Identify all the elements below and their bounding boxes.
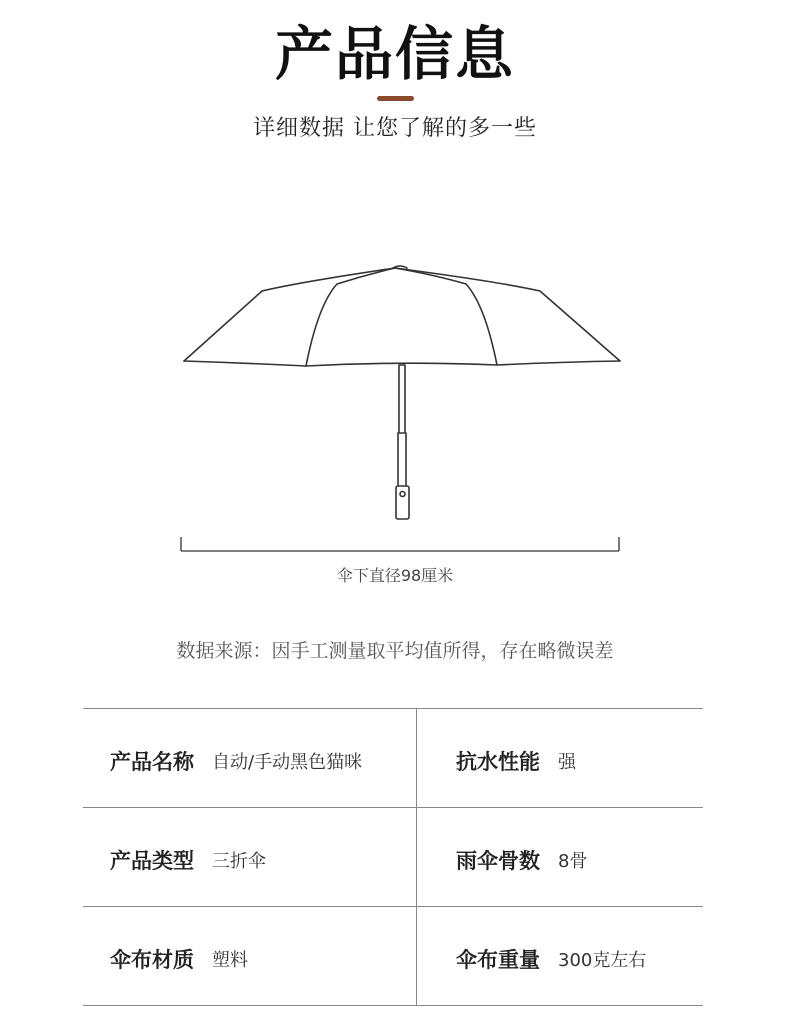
spec-value: 8骨 [558, 850, 588, 872]
spec-value: 300克左右 [558, 949, 647, 971]
spec-table [83, 708, 703, 1006]
page-title: 产品信息 [274, 20, 515, 88]
spec-value: 塑料 [212, 949, 248, 971]
spec-label: 伞布重量 [456, 947, 540, 972]
table-divider [83, 708, 703, 709]
spec-cell-water-resistance [456, 711, 576, 810]
spec-cell-product-type [110, 810, 266, 909]
spec-cell-product-name [110, 711, 362, 810]
dimension-label: 伞下直径98厘米 [336, 566, 454, 585]
spec-label: 雨伞骨数 [456, 848, 540, 873]
dimension-line [181, 537, 619, 551]
spec-cell-rib-count [456, 810, 587, 909]
spec-cell-fabric-material [110, 909, 248, 1008]
spec-value: 三折伞 [212, 850, 266, 872]
page-subtitle: 详细数据 让您了解的多一些 [253, 116, 537, 141]
spec-label: 产品名称 [110, 749, 194, 774]
spec-value: 自动/手动黑色猫咪 [212, 751, 363, 773]
spec-label: 产品类型 [110, 848, 194, 873]
spec-label: 伞布材质 [110, 947, 194, 972]
spec-value: 强 [558, 751, 576, 773]
table-column-divider [416, 708, 417, 1006]
spec-label: 抗水性能 [456, 749, 540, 774]
data-source-note: 数据来源：因手工测量取平均值所得，存在略微误差 [176, 640, 614, 662]
spec-cell-fabric-weight [456, 909, 646, 1008]
